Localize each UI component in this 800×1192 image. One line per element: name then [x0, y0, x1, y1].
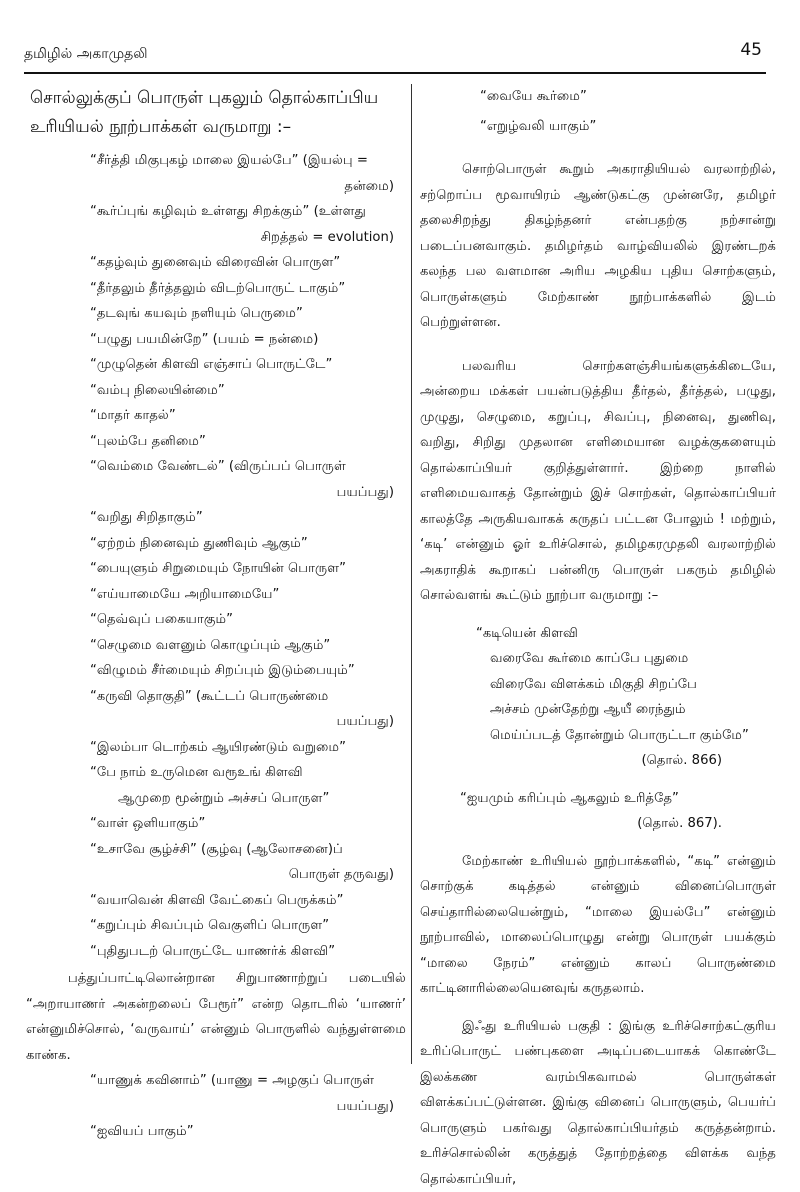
body-paragraph: பலவரிய சொற்களஞ்சியங்களுக்கிடையே, அன்றைய மக்கள் பயன்படுத்திய தீர்தல், தீர்த்தல், பழுது, முழுது, செழுமை, கறுப்பு, சிவப்பு, நினைவு, துணிவு, வறிது, சிறிது முதலான எளிமையான வழக்குகளையும் தொல்காப்பியர் குறித்துள்ளார். இற்றை நாளில் எளிமையவாகத் தோன்றும் இச் சொற்கள், தொல்காப்பியர் காலத்தே அருகியவாகக் கருதப் பட்டன போலும் ! மற்றும், ‘கடி’ என்னும் ஓர் உரிச்சொல், தமிழகரமுதலி வரலாற்றில் அகராதிக் கூறாகப் பன்னிரு பொருள் பகரும் தமிழில் சொல்வளங் கூட்டும் நூற்பா வருமாறு :– — [420, 354, 776, 609]
quote-line — [26, 811, 406, 837]
column-divider — [411, 84, 412, 1064]
quote-text: “வெம்மை வேண்டல்” (விருப்பப் பொருள் — [90, 459, 346, 474]
quote-line — [26, 939, 406, 965]
quote-line — [26, 735, 406, 761]
quote-text: “வயாவென் கிளவி வேட்கைப் பெருக்கம்” — [90, 893, 343, 908]
quote-text: “இலம்பா டொற்கம் ஆயிரண்டும் வறுமை” — [90, 740, 346, 755]
quote-text: “புதிதுபடற் பொருட்டே யாணர்க் கிளவி” — [90, 944, 335, 959]
verse-line: வரைவே கூர்மை காப்பே புதுமை — [476, 646, 776, 672]
verse-line: மெய்ப்படத் தோன்றும் பொருட்டா கும்மே” — [476, 723, 776, 749]
verse-block — [420, 621, 776, 749]
quote-text: “யாணுக் கவினாம்” (யாணு = அழகுப் பொருள் — [90, 1073, 374, 1088]
quote-text: “எய்யாமையே அறியாமையே” — [90, 587, 279, 602]
citation: (தொல். 867). — [420, 811, 776, 837]
citation: (தொல். 866) — [420, 748, 776, 774]
quote-text: “பழுது பயமின்றே” (பயம் = நன்மை) — [90, 332, 318, 347]
quote-line: “வையே கூர்மை” — [420, 84, 776, 110]
quote-line — [26, 684, 406, 735]
quote-line — [26, 888, 406, 914]
quote-line — [26, 1068, 406, 1119]
quote-gloss: ஆமுறை மூன்றும் அச்சப் பொருள” — [90, 786, 406, 812]
body-paragraph: பத்துப்பாட்டிலொன்றான சிறுபாணாற்றுப் படையில் “அறாயாணர் அகன்றலைப் பேரூர்” என்ற தொடரில் ‘யாணர்’ என்னுமிச்சொல், ‘வருவாய்’ என்னும் பொருளில் வந்துள்ளமை காண்க. — [26, 966, 406, 1068]
quote-line — [26, 837, 406, 888]
quote-gloss: பயப்பது) — [90, 709, 406, 735]
quote-gloss: தன்மை) — [90, 174, 406, 200]
quote-text: “வாள் ஒளியாகும்” — [90, 816, 205, 831]
section-heading — [26, 84, 406, 142]
quote-line — [26, 301, 406, 327]
verse-line: “கடியென் கிளவி — [476, 621, 776, 647]
quote-line: “எறுழ்வலி யாகும்” — [420, 114, 776, 140]
quote-text: “தடவுங் கயவும் நளியும் பெருமை” — [90, 306, 303, 321]
quote-line: “ஐயமும் கரிப்பும் ஆகலும் உரித்தே” — [420, 786, 776, 812]
quote-line — [26, 276, 406, 302]
quote-line — [26, 582, 406, 608]
heading-line: சொல்லுக்குப் பொருள் புகலும் தொல்காப்பிய — [30, 84, 406, 113]
quote-line — [26, 658, 406, 684]
quote-line — [26, 633, 406, 659]
quote-text: “பே நாம் உருமென வரூஉங் கிளவி — [90, 765, 303, 780]
quote-line — [26, 378, 406, 404]
quote-line — [26, 429, 406, 455]
verse-line: அச்சம் முன்தேற்று ஆயீ ரைந்தும் — [476, 697, 776, 723]
quote-text: “பையுளும் சிறுமையும் நோயின் பொருள” — [90, 561, 346, 576]
quote-line — [26, 250, 406, 276]
quote-text: “வம்பு நிலையின்மை” — [90, 383, 225, 398]
heading-line: உரியியல் நூற்பாக்கள் வருமாறு :– — [30, 113, 406, 142]
right-column — [420, 84, 776, 1192]
quote-list — [26, 148, 406, 964]
body-paragraph: இஃது உரியியல் பகுதி : இங்கு உரிச்சொற்கட்குரிய உரிப்பொருட் பண்புகளை அடிப்படையாகக் கொண்டே இலக்கண வரம்பிகவாமல் பொருள்கள் விளக்கப்பட்டுள்ளன. இங்கு வினைப் பொருளும், பெயர்ப் பொருளும் பகர்வது தொல்காப்பியர்தம் கருத்தன்றாம். உரிச்சொல்லின் கருத்துத் தோற்றத்தை விளக்க வந்த தொல்காப்பியர், — [420, 1014, 776, 1192]
left-column — [26, 84, 406, 1145]
quote-line — [26, 531, 406, 557]
running-title: தமிழில் அகாமுதலி — [24, 46, 148, 64]
quote-line — [26, 403, 406, 429]
quote-text: “முழுதென் கிளவி எஞ்சாப் பொருட்டே” — [90, 357, 332, 372]
page-header — [24, 38, 762, 70]
header-rule — [24, 72, 766, 74]
quote-line — [26, 913, 406, 939]
quote-line — [26, 760, 406, 811]
quote-text: “தெவ்வுப் பகையாகும்” — [90, 612, 233, 627]
page-number: 45 — [740, 40, 762, 60]
quote-text: “உசாவே சூழ்ச்சி” (சூழ்வு (ஆலோசனை)ப் — [90, 842, 343, 857]
quote-text: “செழுமை வளனும் கொழுப்பும் ஆகும்” — [90, 638, 330, 653]
quote-line — [26, 352, 406, 378]
quote-text: “மாதர் காதல்” — [90, 408, 176, 423]
quote-text: “புலம்பே தனிமை” — [90, 434, 206, 449]
quote-line: “ஐவியப் பாகும்” — [26, 1119, 406, 1145]
quote-line — [26, 327, 406, 353]
quote-line — [26, 454, 406, 505]
quote-text: “தீர்தலும் தீர்த்தலும் விடற்பொருட் டாகும்” — [90, 281, 345, 296]
quote-line — [26, 148, 406, 199]
quote-text: “கூர்ப்புங் கழிவும் உள்ளது சிறக்கும்” (உள்ளது — [90, 204, 366, 219]
quote-gloss: சிறத்தல் = evolution) — [90, 225, 406, 251]
quote-gloss: பயப்பது) — [90, 1094, 406, 1120]
quote-line — [26, 505, 406, 531]
quote-text: “கருவி தொகுதி” (கூட்டப் பொருண்மை — [90, 689, 328, 704]
quote-line — [26, 199, 406, 250]
quote-text: “விழுமம் சீர்மையும் சிறப்பும் இடும்பையும்” — [90, 663, 355, 678]
quote-text: “ஏற்றம் நினைவும் துணிவும் ஆகும்” — [90, 536, 308, 551]
body-paragraph: சொற்பொருள் கூறும் அகராதியியல் வரலாற்றில், சற்றொப்ப மூவாயிரம் ஆண்டுகட்கு முன்னரே, தமிழர் தலைசிறந்து திகழ்ந்தனர் என்பதற்கு நற்சான்று படைப்பனவாகும். தமிழர்தம் வாழ்வியலில் இரண்டறக் கலந்த பல வளமான அரிய அழகிய புதிய சொற்களும், பொருள்களும் மேற்காண் நூற்பாக்களில் இடம் பெற்றுள்ளன. — [420, 157, 776, 336]
quote-gloss: பொருள் தருவது) — [90, 862, 406, 888]
quote-text: “கதழ்வும் துனைவும் விரைவின் பொருள” — [90, 255, 340, 270]
verse-line: விரைவே விளக்கம் மிகுதி சிறப்பே — [476, 672, 776, 698]
quote-gloss: பயப்பது) — [90, 480, 406, 506]
body-paragraph: மேற்காண் உரியியல் நூற்பாக்களில், “கடி” என்னும் சொற்குக் கடித்தல் என்னும் வினைப்பொருள் செய்தாரில்லையென்றும், “மாலை இயல்பே” என்னும் நூற்பாவில், மாலைப்பொழுது என்று பொருள் பயக்கும் “மாலை நேரம்” என்னும் காலப் பொருண்மை காட்டினாரில்லையெனவுங் கருதலாம். — [420, 849, 776, 1002]
quote-line — [26, 607, 406, 633]
quote-text: “சீர்த்தி மிகுபுகழ் மாலை இயல்பே” (இயல்பு = — [90, 153, 368, 168]
quote-text: “கறுப்பும் சிவப்பும் வெகுளிப் பொருள” — [90, 918, 329, 933]
quote-text: “வறிது சிறிதாகும்” — [90, 510, 203, 525]
quote-line — [26, 556, 406, 582]
